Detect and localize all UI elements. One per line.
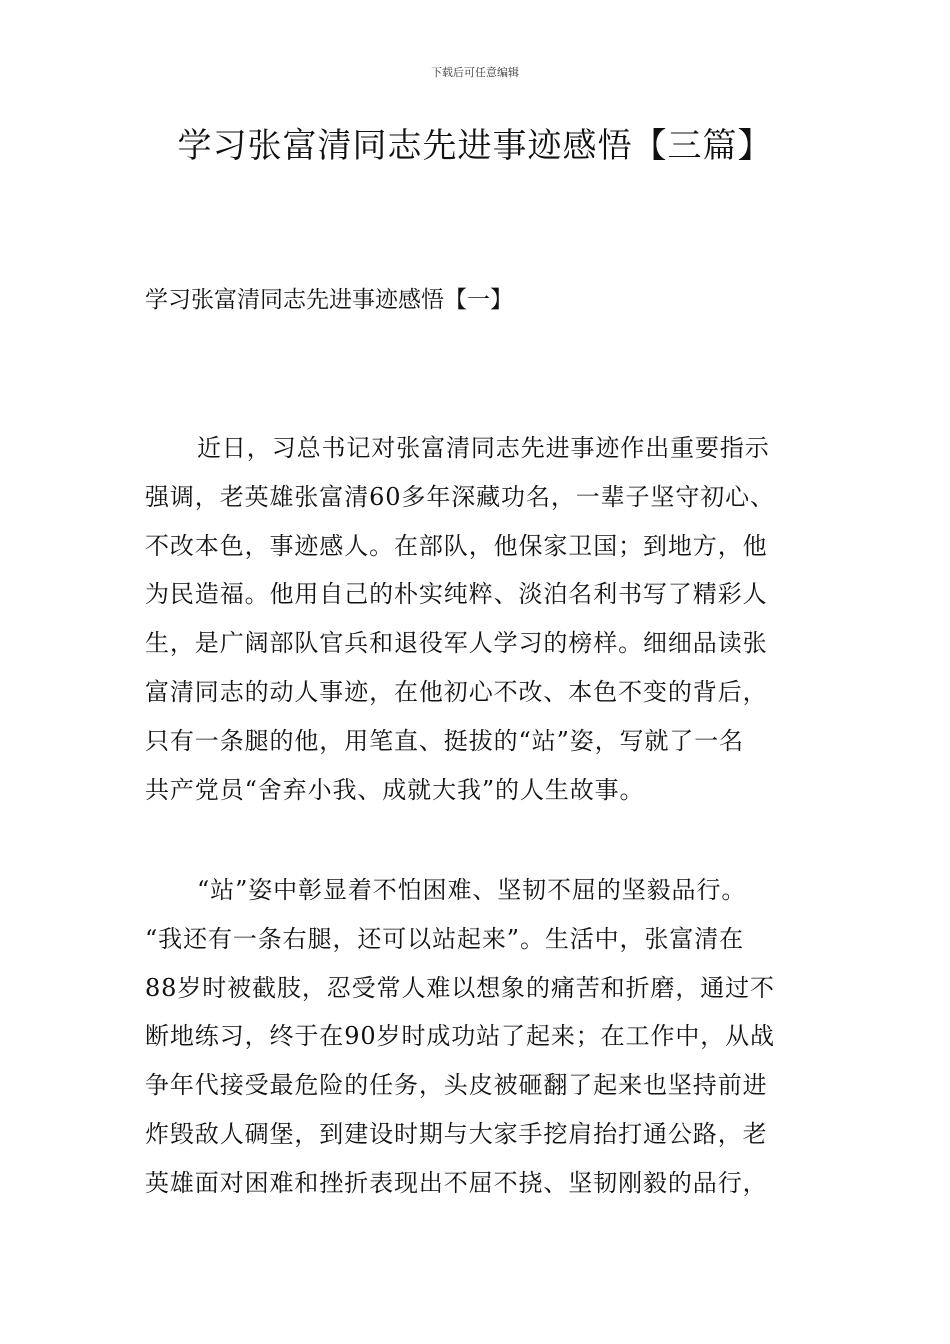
paragraph-line: 为民造福。他用自己的朴实纯粹、淡泊名利书写了精彩人: [145, 580, 768, 609]
paragraph-line: 共产党员“舍弃小我、成就大我”的人生故事。: [145, 775, 645, 804]
paragraph-2: [145, 866, 807, 1208]
paragraph-line: 强调，老英雄张富清60多年深藏功名，一辈子坚守初心、: [145, 482, 775, 511]
paragraph-line: 英雄面对困难和挫折表现出不屈不挠、坚韧刚毅的品行，: [145, 1168, 768, 1197]
paragraph-line: “我还有一条右腿，还可以站起来”。生活中，张富清在: [145, 924, 745, 953]
paragraph-line: 争年代接受最危险的任务，头皮被砸翻了起来也坚持前进: [145, 1071, 768, 1100]
paragraph-line: 不改本色，事迹感人。在部队，他保家卫国；到地方，他: [145, 531, 768, 560]
paragraph-line: 富清同志的动人事迹，在他初心不改、本色不变的背后，: [145, 677, 768, 706]
paragraph-line: 生，是广阔部队官兵和退役军人学习的榜样。细细品读张: [145, 629, 768, 658]
paragraph-line: 只有一条腿的他，用笔直、挺拔的“站”姿，写就了一名: [145, 726, 745, 755]
section-heading: 学习张富清同志先进事迹感悟【一】: [145, 287, 513, 313]
document-title: 学习张富清同志先进事迹感悟【三篇】: [177, 126, 773, 166]
paragraph-line: 炸毁敌人碉堡，到建设时期与大家手挖肩抬打通公路，老: [145, 1119, 768, 1148]
paragraph-line: 88岁时被截肢，忍受常人难以想象的痛苦和折磨，通过不: [145, 973, 775, 1002]
header-note: 下载后可任意编辑: [431, 66, 519, 79]
paragraph-line: 断地练习，终于在90岁时成功站了起来；在工作中，从战: [145, 1022, 775, 1051]
paragraph-1: [145, 424, 807, 814]
paragraph-line: 近日，习总书记对张富清同志先进事迹作出重要指示: [197, 434, 770, 462]
paragraph-line: “站”姿中彰显着不怕困难、坚韧不屈的坚毅品行。: [197, 876, 747, 904]
